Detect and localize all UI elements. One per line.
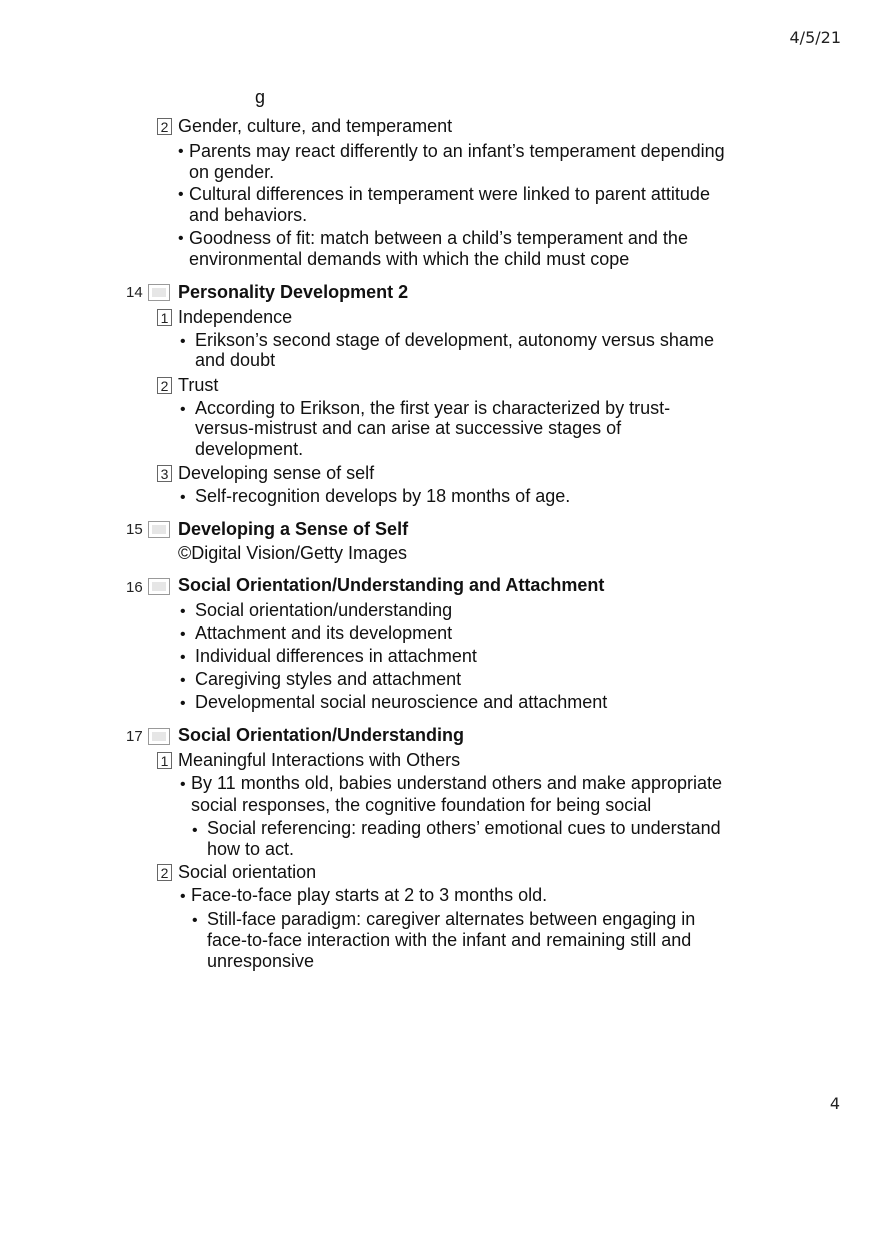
item-label: Gender, culture, and temperament: [178, 116, 453, 136]
slide-thumbnail: [148, 284, 170, 301]
bullet-text: and behaviors.: [189, 205, 308, 225]
slide-thumbnail: [148, 728, 170, 745]
bullet-dot: •: [180, 626, 186, 643]
header-date: 4/5/21: [789, 28, 841, 47]
slide-title: Developing a Sense of Self: [178, 519, 409, 539]
bullet-text: development.: [195, 439, 304, 459]
item-label: Social orientation: [178, 862, 317, 882]
bullet-text: Developmental social neuroscience and attachment: [195, 692, 608, 712]
item-number-box: 1: [157, 309, 172, 326]
bullet-dot: •: [180, 888, 186, 905]
sub-bullet-text: Social referencing: reading others’ emotional cues to understand: [207, 818, 721, 838]
sub-bullet-text: face-to-face interaction with the infant and remaining still and: [207, 930, 692, 950]
bullet-text: Parents may react differently to an infant’s temperament depending: [189, 141, 725, 161]
item-number-box: 3: [157, 465, 172, 482]
bullet-text: Self-recognition develops by 18 months of age.: [195, 486, 571, 506]
image-credit: ©Digital Vision/Getty Images: [178, 543, 408, 563]
bullet-text: versus-mistrust and can arise at successive stages of: [195, 418, 622, 438]
bullet-text: Caregiving styles and attachment: [195, 669, 462, 689]
bullet-text: According to Erikson, the first year is characterized by trust-: [195, 398, 671, 418]
slide-number: 15: [126, 521, 143, 538]
bullet-text: Goodness of fit: match between a child’s temperament and the: [189, 228, 688, 248]
item-label: Trust: [178, 375, 219, 395]
bullet-text: environmental demands with which the child must cope: [189, 249, 630, 269]
bullet-text: Cultural differences in temperament were linked to parent attitude: [189, 184, 710, 204]
bullet-text: on gender.: [189, 162, 275, 182]
bullet-text: Erikson’s second stage of development, autonomy versus shame: [195, 330, 714, 350]
bullet-text: Social orientation/understanding: [195, 600, 453, 620]
bullet-dot: •: [180, 333, 186, 350]
bullet-text: Attachment and its development: [195, 623, 453, 643]
bullet-text: By 11 months old, babies understand others and make appropriate: [191, 773, 722, 793]
item-number-box: 2: [157, 377, 172, 394]
item-number-box: 2: [157, 864, 172, 881]
bullet-text: Face-to-face play starts at 2 to 3 months old.: [191, 885, 548, 905]
item-number-box: 2: [157, 118, 172, 135]
bullet-dot: •: [178, 143, 184, 160]
slide-title: Social Orientation/Understanding and Attachment: [178, 575, 605, 595]
item-label: Independence: [178, 307, 293, 327]
bullet-dot: •: [180, 603, 186, 620]
sub-bullet-dot: •: [192, 912, 198, 929]
slide-number: 14: [126, 284, 143, 301]
sub-bullet-text: unresponsive: [207, 951, 315, 971]
item-label: Meaningful Interactions with Others: [178, 750, 461, 770]
clipped-text-remnant: g: [255, 87, 266, 107]
sub-bullet-dot: •: [192, 822, 198, 839]
bullet-dot: •: [180, 401, 186, 418]
bullet-dot: •: [178, 230, 184, 247]
bullet-dot: •: [180, 649, 186, 666]
bullet-dot: •: [180, 672, 186, 689]
bullet-text: social responses, the cognitive foundation for being social: [191, 795, 652, 815]
bullet-dot: •: [180, 489, 186, 506]
slide-thumbnail: [148, 578, 170, 595]
sub-bullet-text: Still-face paradigm: caregiver alternates between engaging in: [207, 909, 696, 929]
slide-title: Social Orientation/Understanding: [178, 725, 465, 745]
bullet-dot: •: [180, 695, 186, 712]
bullet-dot: •: [180, 776, 186, 793]
slide-thumbnail: [148, 521, 170, 538]
slide-number: 16: [126, 579, 143, 596]
bullet-text: and doubt: [195, 350, 276, 370]
item-label: Developing sense of self: [178, 463, 375, 483]
bullet-text: Individual differences in attachment: [195, 646, 477, 666]
sub-bullet-text: how to act.: [207, 839, 295, 859]
bullet-dot: •: [178, 186, 184, 203]
slide-number: 17: [126, 728, 143, 745]
item-number-box: 1: [157, 752, 172, 769]
slide-title: Personality Development 2: [178, 282, 409, 302]
page-number: 4: [829, 1094, 840, 1113]
